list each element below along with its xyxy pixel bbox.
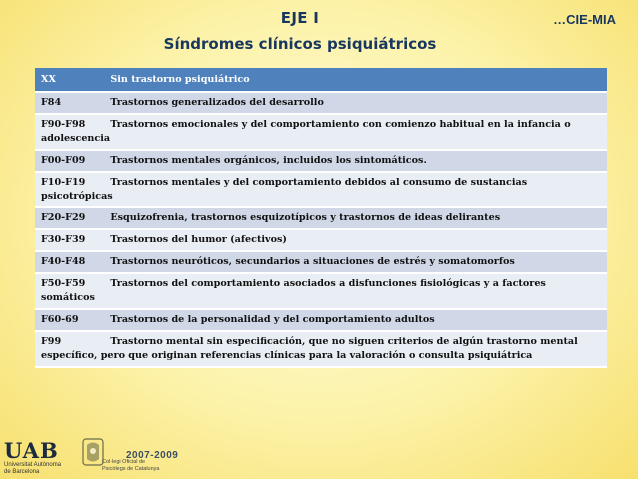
row-code: F50-F59	[41, 278, 86, 290]
table-row	[35, 331, 607, 367]
row-code: F60-69	[41, 313, 79, 325]
slide-title: EJE I	[280, 9, 320, 27]
row-text: Esquizofrenia, trastornos esquizotípicos y trastornos de ideas delirantes	[110, 212, 501, 224]
college-line2: Psicòlegs de Catalunya	[102, 465, 160, 472]
row-code: F84	[41, 97, 62, 108]
table-row	[35, 92, 607, 114]
row-text: Trastornos neuróticos, secundarios a situaciones de estrés y somatomorfos	[110, 256, 515, 268]
uab-logo-line2: de Barcelona	[4, 469, 40, 475]
row-code: F00-F09	[41, 154, 86, 166]
table-row	[35, 207, 607, 229]
row-text: Trastornos del humor (afectivos)	[110, 234, 287, 246]
row-code: F90-F98	[41, 118, 86, 130]
row-code: XX	[41, 73, 56, 85]
uab-logo-line1: Universitat Autònoma	[4, 462, 62, 468]
row-text: Trastornos generalizados del desarrollo	[110, 97, 324, 108]
college-line1: Col·legi Oficial de	[102, 459, 146, 465]
uab-logo-mark: UAB	[4, 438, 59, 463]
table-row	[35, 229, 607, 251]
classification-table	[35, 68, 607, 368]
table-row	[35, 114, 607, 150]
row-text: Sin trastorno psiquiátrico	[110, 73, 250, 85]
table-row	[35, 273, 607, 309]
table-row	[35, 309, 607, 331]
row-code: F40-F48	[41, 256, 86, 268]
row-text: Trastornos del comportamiento asociados a disfunciones fisiológicas y a factores somáticos	[41, 278, 546, 304]
row-code: F20-F29	[41, 212, 86, 224]
slide-subtitle: Síndromes clínicos psiquiátricos	[163, 35, 437, 53]
row-code: F10-F19	[41, 176, 86, 188]
row-code: F99	[41, 335, 62, 347]
row-text: Trastornos de la personalidad y del comportamiento adultos	[110, 313, 435, 325]
row-text: Trastornos emocionales y del comportamiento con comienzo habitual en la infancia o adolescencia	[41, 118, 571, 144]
row-code: F30-F39	[41, 234, 86, 246]
table-row	[35, 251, 607, 273]
row-text: Trastornos mentales orgánicos, incluidos los sintomáticos.	[110, 154, 427, 166]
table-row	[35, 172, 607, 208]
uab-logo	[4, 440, 72, 477]
table-row	[35, 68, 607, 92]
row-text: Trastorno mental sin especificación, que no siguen criterios de algún trastorno mental específico, pero que originan referencias clínicas para la valoración o consulta psiquiátrica	[41, 335, 578, 361]
brand-label: …CIE-MIA	[553, 12, 616, 27]
years-label: 2007-2009	[126, 450, 179, 461]
row-text: Trastornos mentales y del comportamiento debidos al consumo de sustancias psicotrópicas	[41, 176, 528, 202]
table-row	[35, 150, 607, 172]
